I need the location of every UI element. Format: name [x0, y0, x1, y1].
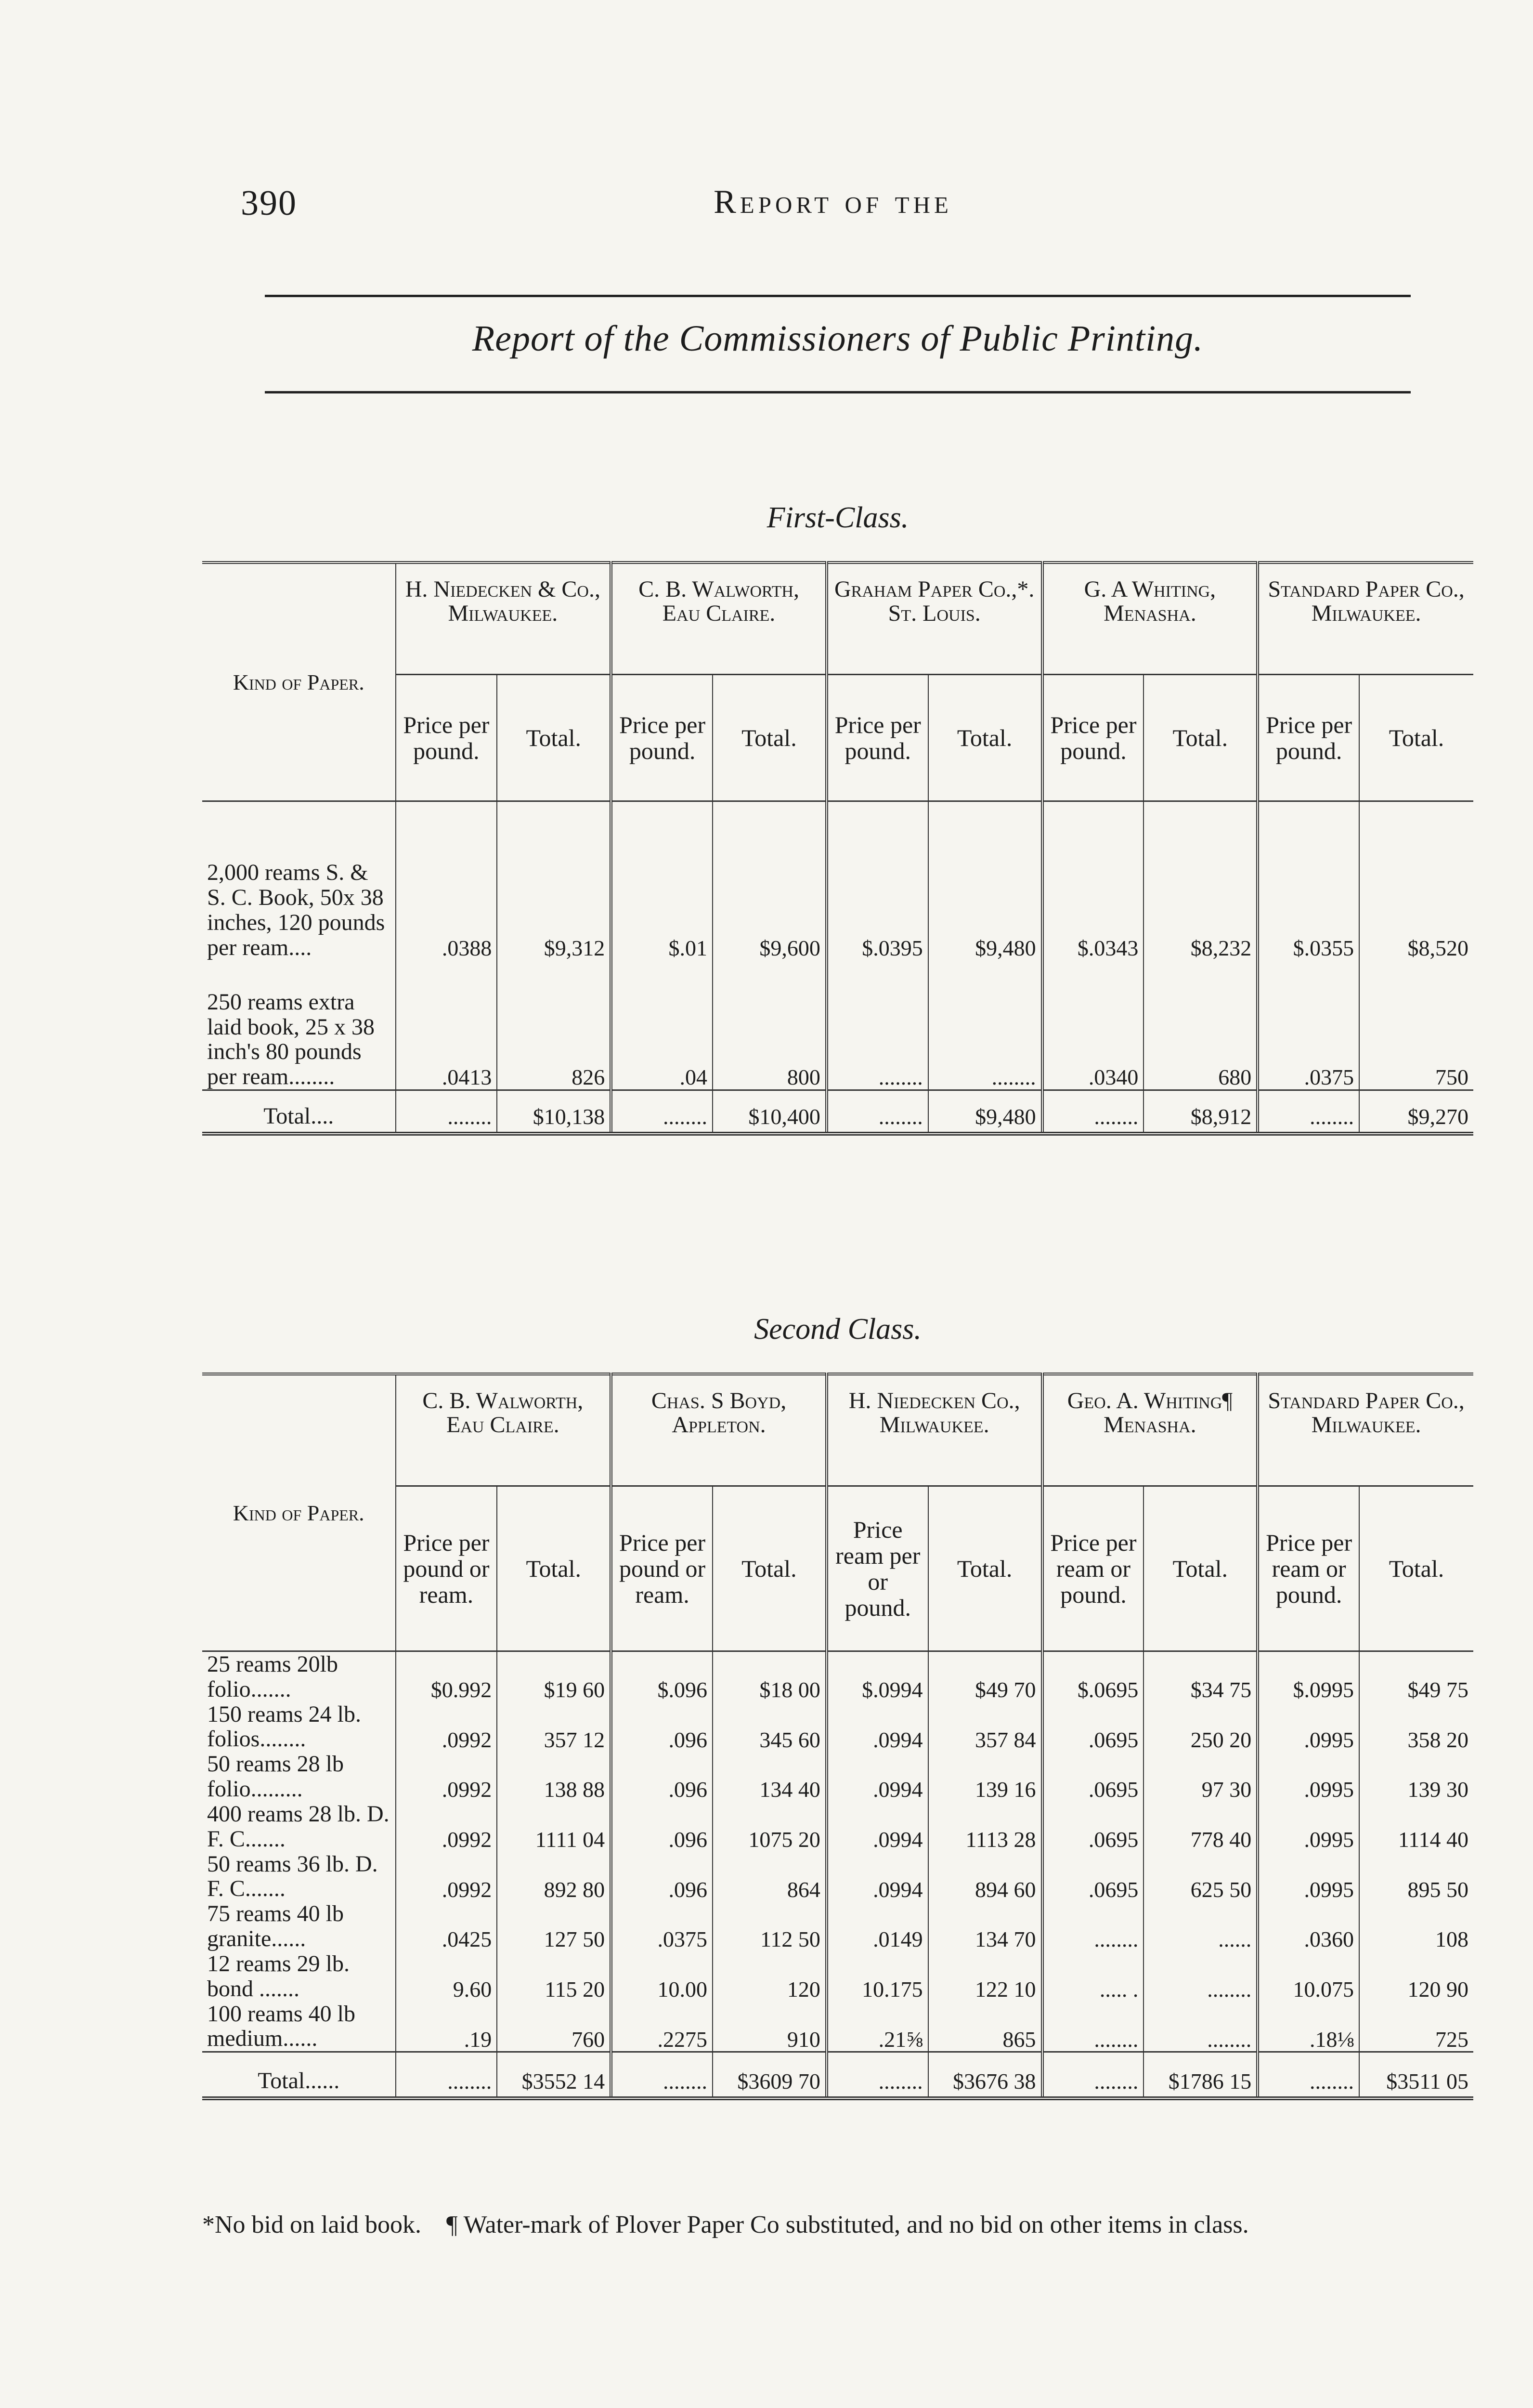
total-cell: $3609 70 — [713, 2052, 827, 2098]
price-cell: .096 — [611, 1852, 713, 1902]
total-cell: 864 — [713, 1852, 827, 1902]
total-cell: 357 84 — [928, 1702, 1042, 1752]
price-cell: ........ — [1042, 2002, 1144, 2052]
total-cell: 1075 20 — [713, 1802, 827, 1852]
report-title: Report of the Commissioners of Public Printing. — [472, 318, 1204, 359]
price-cell: .0995 — [1258, 1802, 1359, 1852]
price-cell: .21⅝ — [827, 2002, 928, 2052]
item-description: 75 reams 40 lb granite...... — [207, 1901, 344, 1952]
item-description: 150 reams 24 lb. folios........ — [207, 1701, 361, 1752]
total-cell: 139 30 — [1359, 1752, 1473, 1802]
total-cell: 97 30 — [1143, 1752, 1258, 1802]
company-header: Standard Paper Co., Milwaukee. — [1258, 1374, 1473, 1486]
price-cell: .0695 — [1042, 1802, 1144, 1852]
price-cell: .0360 — [1258, 1901, 1359, 1951]
company-header: G. A Whiting, Menasha. — [1042, 563, 1258, 675]
total-cell: $8,912 — [1143, 1090, 1258, 1134]
total-cell: ...... — [1143, 1901, 1258, 1951]
price-cell: ........ — [396, 1090, 497, 1134]
total-cell: $19 60 — [497, 1651, 611, 1702]
price-header: Price per pound or ream. — [396, 1486, 497, 1651]
company-header: Geo. A. Whiting¶ Menasha. — [1042, 1374, 1258, 1486]
company-header: C. B. Walworth, Eau Claire. — [611, 563, 827, 675]
title-bottom-rule — [265, 391, 1411, 393]
total-cell: 750 — [1359, 960, 1473, 1090]
total-cell: 865 — [928, 2002, 1042, 2052]
total-cell: $8,520 — [1359, 801, 1473, 960]
total-cell: $3511 05 — [1359, 2052, 1473, 2098]
price-cell: $.0994 — [827, 1651, 928, 1702]
total-cell: 1114 40 — [1359, 1802, 1473, 1852]
price-header: Price per ream or pound. — [1258, 1486, 1359, 1651]
price-cell: ........ — [1258, 2052, 1359, 2098]
total-header: Total. — [713, 675, 827, 801]
total-cell: 122 10 — [928, 1951, 1042, 2002]
total-label: Total...... — [202, 2052, 396, 2098]
price-cell: 10.175 — [827, 1951, 928, 2002]
price-cell: ........ — [1042, 1090, 1144, 1134]
total-cell: 134 70 — [928, 1901, 1042, 1951]
total-cell: 760 — [497, 2002, 611, 2052]
second-class-table — [202, 1373, 1473, 2100]
price-cell: .0992 — [396, 1702, 497, 1752]
price-cell: .0340 — [1042, 960, 1144, 1090]
item-description: 2,000 reams S. & S. C. Book, 50x 38 inches, 120 pounds per ream.... — [207, 860, 385, 960]
table-row — [202, 1901, 1473, 1951]
total-cell: 892 80 — [497, 1852, 611, 1902]
total-header: Total. — [1359, 675, 1473, 801]
total-cell: $9,480 — [928, 801, 1042, 960]
price-header: Price per pound. — [1042, 675, 1144, 801]
table-row — [202, 1702, 1473, 1752]
footnote-watermark: ¶ Water-mark of Plover Paper Co substituted, and no bid on other items in class. — [446, 2211, 1249, 2238]
total-cell: 138 88 — [497, 1752, 611, 1802]
price-cell: ........ — [611, 1090, 713, 1134]
price-cell: ........ — [396, 2052, 497, 2098]
total-cell: $9,312 — [497, 801, 611, 960]
price-cell: .2275 — [611, 2002, 713, 2052]
item-description: 25 reams 20lb folio....... — [207, 1651, 338, 1702]
price-cell: 10.00 — [611, 1951, 713, 2002]
price-cell: .0995 — [1258, 1702, 1359, 1752]
total-cell: 127 50 — [497, 1901, 611, 1951]
total-cell: $49 75 — [1359, 1651, 1473, 1702]
item-description: 12 reams 29 lb. bond ....... — [207, 1950, 350, 2002]
company-header: H. Niedecken & Co., Milwaukee. — [396, 563, 611, 675]
total-cell: 358 20 — [1359, 1702, 1473, 1752]
company-header: Chas. S Boyd, Appleton. — [611, 1374, 827, 1486]
price-cell: .0992 — [396, 1852, 497, 1902]
price-header: Price per pound or ream. — [611, 1486, 713, 1651]
total-cell: 725 — [1359, 2002, 1473, 2052]
second-class-heading: Second Class. — [754, 1313, 922, 1346]
company-header: Standard Paper Co., Milwaukee. — [1258, 563, 1473, 675]
table-row — [202, 1951, 1473, 2002]
total-cell: 112 50 — [713, 1901, 827, 1951]
total-header: Total. — [928, 675, 1042, 801]
total-header: Total. — [1359, 1486, 1473, 1651]
price-cell: .0695 — [1042, 1752, 1144, 1802]
total-cell: 910 — [713, 2002, 827, 2052]
total-cell: 1113 28 — [928, 1802, 1042, 1852]
total-cell: $3552 14 — [497, 2052, 611, 2098]
total-cell: 250 20 — [1143, 1702, 1258, 1752]
total-cell: ........ — [1143, 2002, 1258, 2052]
price-cell: .19 — [396, 2002, 497, 2052]
total-cell: 778 40 — [1143, 1802, 1258, 1852]
price-cell: $.0343 — [1042, 801, 1144, 960]
price-cell: .096 — [611, 1702, 713, 1752]
table-row — [202, 1651, 1473, 1702]
price-header: Price per pound. — [611, 675, 713, 801]
total-cell: 115 20 — [497, 1951, 611, 2002]
total-cell: 894 60 — [928, 1852, 1042, 1902]
total-cell: 120 — [713, 1951, 827, 2002]
table-row — [202, 1752, 1473, 1802]
price-cell: .0413 — [396, 960, 497, 1090]
running-head: Report of the — [714, 183, 952, 221]
price-cell: $0.992 — [396, 1651, 497, 1702]
table-row — [202, 1852, 1473, 1902]
price-cell: $.0995 — [1258, 1651, 1359, 1702]
price-cell: .0425 — [396, 1901, 497, 1951]
total-cell: $34 75 — [1143, 1651, 1258, 1702]
total-cell: $10,138 — [497, 1090, 611, 1134]
price-cell: ........ — [827, 1090, 928, 1134]
total-cell: $9,600 — [713, 801, 827, 960]
price-cell: .0375 — [611, 1901, 713, 1951]
total-cell: $8,232 — [1143, 801, 1258, 960]
price-cell: .0994 — [827, 1702, 928, 1752]
total-cell: $18 00 — [713, 1651, 827, 1702]
item-description: 50 reams 28 lb folio......... — [207, 1751, 344, 1802]
kind-of-paper-header: Kind of Paper. — [202, 563, 396, 801]
item-description: 400 reams 28 lb. D. F. C....... — [207, 1801, 390, 1852]
total-cell: $10,400 — [713, 1090, 827, 1134]
total-cell: 680 — [1143, 960, 1258, 1090]
total-header: Total. — [1143, 1486, 1258, 1651]
item-description: 100 reams 40 lb medium...... — [207, 2001, 355, 2052]
company-header: H. Niedecken Co., Milwaukee. — [827, 1374, 1042, 1486]
total-header: Total. — [497, 675, 611, 801]
total-cell: 345 60 — [713, 1702, 827, 1752]
table-row — [202, 1802, 1473, 1852]
price-cell: .0992 — [396, 1802, 497, 1852]
price-cell: .18⅛ — [1258, 2002, 1359, 2052]
total-cell: 800 — [713, 960, 827, 1090]
price-cell: ........ — [827, 2052, 928, 2098]
price-cell: .0695 — [1042, 1852, 1144, 1902]
total-cell: 139 16 — [928, 1752, 1042, 1802]
total-cell: 1111 04 — [497, 1802, 611, 1852]
price-header: Price per pound. — [827, 675, 928, 801]
footnote-no-bid: *No bid on laid book. — [202, 2211, 421, 2238]
total-cell: $1786 15 — [1143, 2052, 1258, 2098]
price-cell: .0994 — [827, 1752, 928, 1802]
total-header: Total. — [928, 1486, 1042, 1651]
price-cell: ........ — [611, 2052, 713, 2098]
price-cell: ........ — [1042, 1901, 1144, 1951]
first-class-heading: First-Class. — [766, 501, 909, 534]
total-cell: 108 — [1359, 1901, 1473, 1951]
total-cell: $9,270 — [1359, 1090, 1473, 1134]
page-number: 390 — [241, 183, 297, 223]
total-cell: ........ — [1143, 1951, 1258, 2002]
total-header: Total. — [497, 1486, 611, 1651]
price-header: Price per pound. — [1258, 675, 1359, 801]
total-cell: $49 70 — [928, 1651, 1042, 1702]
total-cell: $9,480 — [928, 1090, 1042, 1134]
price-cell: .096 — [611, 1752, 713, 1802]
price-cell: .0995 — [1258, 1752, 1359, 1802]
price-cell: $.0355 — [1258, 801, 1359, 960]
price-cell: $.0395 — [827, 801, 928, 960]
kind-of-paper-header: Kind of Paper. — [202, 1374, 396, 1651]
price-cell: 9.60 — [396, 1951, 497, 2002]
total-cell: 826 — [497, 960, 611, 1090]
total-cell: 134 40 — [713, 1752, 827, 1802]
total-cell: 625 50 — [1143, 1852, 1258, 1902]
price-cell: ........ — [827, 960, 928, 1090]
total-cell: 120 90 — [1359, 1951, 1473, 2002]
page-header — [241, 183, 1425, 241]
company-header: Graham Paper Co.,*. St. Louis. — [827, 563, 1042, 675]
total-cell: $3676 38 — [928, 2052, 1042, 2098]
price-header: Price per pound. — [396, 675, 497, 801]
price-cell: .0995 — [1258, 1852, 1359, 1902]
price-cell: $.0695 — [1042, 1651, 1144, 1702]
total-header: Total. — [1143, 675, 1258, 801]
price-cell: ........ — [1042, 2052, 1144, 2098]
price-cell: ..... . — [1042, 1951, 1144, 2002]
total-row — [202, 2052, 1473, 2098]
price-header: Price per ream or pound. — [1042, 1486, 1144, 1651]
price-cell: .0388 — [396, 801, 497, 960]
total-header: Total. — [713, 1486, 827, 1651]
price-cell: .0994 — [827, 1802, 928, 1852]
footnote — [202, 2211, 1473, 2239]
total-cell: 357 12 — [497, 1702, 611, 1752]
item-description: 250 reams extra laid book, 25 x 38 inch's 80 pounds per ream........ — [207, 989, 375, 1090]
price-cell: ........ — [1258, 1090, 1359, 1134]
item-description: 50 reams 36 lb. D. F. C....... — [207, 1851, 378, 1902]
title-top-rule — [265, 295, 1411, 297]
price-cell: .04 — [611, 960, 713, 1090]
first-class-table — [202, 561, 1473, 1136]
price-cell: .096 — [611, 1802, 713, 1852]
company-header: C. B. Walworth, Eau Claire. — [396, 1374, 611, 1486]
price-cell: .0994 — [827, 1852, 928, 1902]
price-cell: .0695 — [1042, 1702, 1144, 1752]
price-cell: .0992 — [396, 1752, 497, 1802]
total-cell: 895 50 — [1359, 1852, 1473, 1902]
price-cell: $.096 — [611, 1651, 713, 1702]
price-cell: .0149 — [827, 1901, 928, 1951]
price-header: Price ream per or pound. — [827, 1486, 928, 1651]
total-cell: ........ — [928, 960, 1042, 1090]
table-row — [202, 960, 1473, 1090]
table-row — [202, 2002, 1473, 2052]
total-label: Total.... — [202, 1090, 396, 1134]
price-cell: 10.075 — [1258, 1951, 1359, 2002]
price-cell: $.01 — [611, 801, 713, 960]
table-row — [202, 801, 1473, 960]
total-row — [202, 1090, 1473, 1134]
price-cell: .0375 — [1258, 960, 1359, 1090]
